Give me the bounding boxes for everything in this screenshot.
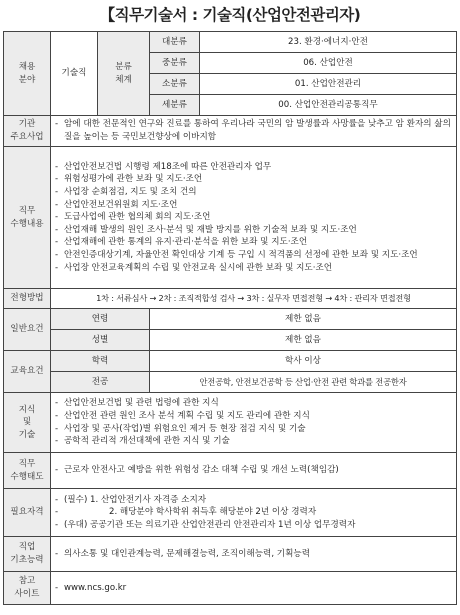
page-title: 【직무기술서 : 기술직(산업안전관리자)	[99, 6, 361, 24]
basic-ability-content	[51, 537, 457, 572]
minor-category-value: 01. 산업안전관리	[200, 74, 457, 95]
list-item: - 안전인증대상기계, 자율안전 확인대상 기계 등 구입 시 적격품의 선정에 관한 보좌 및 지도·조언	[55, 249, 452, 262]
list-item: - 사업장 안전교육계획의 수립 및 안전교육 실시에 관한 보좌 및 지도·조언	[55, 262, 452, 275]
main-business-content	[51, 116, 457, 147]
qualification-content	[51, 489, 457, 537]
list-item: - 암에 대한 전문적인 연구와 진료를 통하여 우리나라 국민의 암 발생률과 사망률을 낮추고 암 환자의 삶의 질을 높이는 등 국민보건향상에 이바지함	[55, 118, 452, 143]
middle-category-label: 중분류	[150, 53, 200, 74]
age-value: 제한 없음	[150, 309, 457, 330]
major-label: 전공	[51, 372, 150, 393]
list-item: - 사업장 및 공사(작업)별 위험요인 제거 등 현장 점검 지식 및 기술	[55, 423, 452, 436]
field-value: 기술직	[51, 32, 98, 116]
reference-link[interactable]: - www.ncs.go.kr	[55, 582, 452, 595]
sub-category-label: 세분류	[150, 95, 200, 116]
list-item: - 도급사업에 관한 협의체 회의 지도·조언	[55, 211, 452, 224]
major-value: 안전공학, 안전보건공학 등 산업·안전 관련 학과를 전공한자	[150, 372, 457, 393]
list-item: - 산업재해 발생의 원인 조사·분석 및 재발 방지를 위한 기술적 보좌 및 지도·조언	[55, 224, 452, 237]
knowledge-header: 지식 및 기술	[4, 393, 51, 453]
job-description-table	[3, 31, 457, 605]
major-category-label: 대분류	[150, 32, 200, 53]
list-item: - 산업안전 관련 원인 조사 분석 계획 수립 및 지도 관리에 관한 지식	[55, 410, 452, 423]
classification-system-header: 분류 체계	[98, 32, 150, 116]
education-req-header: 교육요건	[4, 351, 51, 393]
attitude-content	[51, 453, 457, 489]
main-business-header: 기관 주요사업	[4, 116, 51, 147]
middle-category-value: 06. 산업안전	[200, 53, 457, 74]
gender-value: 제한 없음	[150, 330, 457, 351]
degree-label: 학력	[51, 351, 150, 372]
general-req-header: 일반요건	[4, 309, 51, 351]
qualification-header: 필요자격	[4, 489, 51, 537]
list-item: - 사업장 순회점검, 지도 및 조치 건의	[55, 186, 452, 199]
list-item: - 산업안전보건법 시행령 제18조에 따른 안전관리자 업무	[55, 161, 452, 174]
sub-category-value: 00. 산업안전관리공통직무	[200, 95, 457, 116]
list-item: - 산업재해에 관한 통계의 유지·관리·분석을 위한 보좌 및 지도·조언	[55, 236, 452, 249]
list-item: - 산업안전보건법 및 관련 법령에 관한 지식	[55, 397, 452, 410]
major-category-value: 23. 환경·에너지·안전	[200, 32, 457, 53]
list-item: - 공학적 관리적 개선대책에 관한 지식 및 기술	[55, 435, 452, 448]
degree-value: 학사 이상	[150, 351, 457, 372]
duties-content	[51, 147, 457, 289]
duties-header: 직무 수행내용	[4, 147, 51, 289]
process-content: 1차 : 서류심사 → 2차 : 조직적합성 검사 → 3차 : 실무자 면접전형 → 4차 : 관리자 면접전형	[51, 289, 457, 309]
list-item: - (필수) 1. 산업안전기사 자격증 소지자	[55, 494, 452, 507]
reference-content	[51, 572, 457, 605]
gender-label: 성별	[51, 330, 150, 351]
list-item: - 위험성평가에 관한 보좌 및 지도·조언	[55, 173, 452, 186]
list-item: - 근로자 안전사고 예방을 위한 위험성 감소 대책 수립 및 개선 노력(책임감)	[55, 464, 452, 477]
attitude-header: 직무 수행태도	[4, 453, 51, 489]
list-item: - 의사소통 및 대인관계능력, 문제해결능력, 조직이해능력, 기획능력	[55, 548, 452, 561]
list-item: - (우대) 공공기관 또는 의료기관 산업안전관리 안전관리자 1년 이상 업무경력자	[55, 519, 452, 532]
list-item: - 산업안전보건위원회 지도·조언	[55, 199, 452, 212]
reference-header: 참고 사이트	[4, 572, 51, 605]
minor-category-label: 소분류	[150, 74, 200, 95]
list-item-continuation: - 2. 해당분야 학사학위 취득후 해당분야 2년 이상 경력자	[55, 506, 452, 519]
age-label: 연령	[51, 309, 150, 330]
field-header: 채용 분야	[4, 32, 51, 116]
process-header: 전형방법	[4, 289, 51, 309]
basic-ability-header: 직업 기초능력	[4, 537, 51, 572]
knowledge-content	[51, 393, 457, 453]
